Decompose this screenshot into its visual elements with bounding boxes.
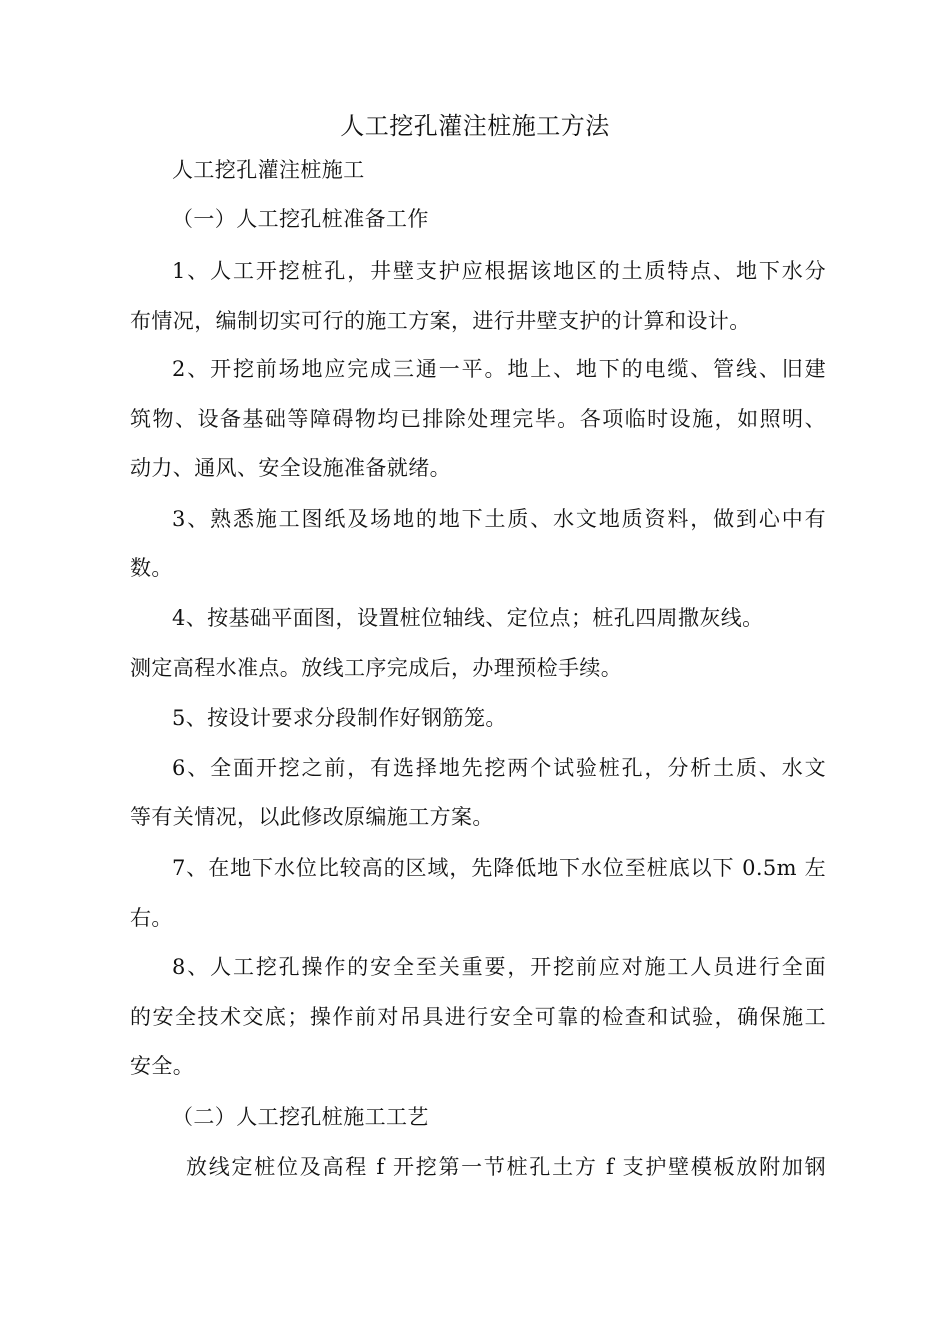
document-title: 人工挖孔灌注桩施工方法 bbox=[340, 112, 610, 140]
item-1-line-1: 1、人工开挖桩孔，井壁支护应根据该地区的土质特点、地下水分 bbox=[172, 259, 826, 283]
item-8-line-3: 安全。 bbox=[130, 1054, 195, 1078]
item-3-line-1: 3、熟悉施工图纸及场地的地下土质、水文地质资料，做到心中有 bbox=[172, 507, 826, 531]
item-6-line-1: 6、全面开挖之前，有选择地先挖两个试验桩孔，分析土质、水文 bbox=[172, 756, 826, 780]
item-2-line-3: 动力、通风、安全设施准备就绪。 bbox=[130, 456, 451, 480]
process-line: 放线定桩位及高程 f 开挖第一节桩孔土方 f 支护壁模板放附加钢 bbox=[186, 1155, 826, 1179]
item-4-line-2: 测定高程水准点。放线工序完成后，办理预检手续。 bbox=[130, 656, 623, 680]
item-4-line-1: 4、按基础平面图，设置桩位轴线、定位点；桩孔四周撒灰线。 bbox=[172, 606, 764, 630]
item-1-line-2: 布情况，编制切实可行的施工方案，进行井壁支护的计算和设计。 bbox=[130, 309, 751, 333]
item-7-line-2: 右。 bbox=[130, 906, 173, 930]
item-6-line-2: 等有关情况，以此修改原编施工方案。 bbox=[130, 805, 494, 829]
item-3-line-2: 数。 bbox=[130, 556, 173, 580]
item-2-line-2: 筑物、设备基础等障碍物均已排除处理完毕。各项临时设施，如照明、 bbox=[130, 407, 826, 431]
item-8-line-2: 的安全技术交底；操作前对吊具进行安全可靠的检查和试验，确保施工 bbox=[130, 1005, 826, 1029]
item-2-line-1: 2、开挖前场地应完成三通一平。地上、地下的电缆、管线、旧建 bbox=[172, 357, 826, 381]
section-heading-1: （一）人工挖孔桩准备工作 bbox=[172, 207, 429, 231]
item-5-line-1: 5、按设计要求分段制作好钢筋笼。 bbox=[172, 706, 507, 730]
item-7-line-1: 7、在地下水位比较高的区域，先降低地下水位至桩底以下 0.5m 左 bbox=[172, 856, 826, 880]
item-8-line-1: 8、人工挖孔操作的安全至关重要，开挖前应对施工人员进行全面 bbox=[172, 955, 826, 979]
subtitle: 人工挖孔灌注桩施工 bbox=[172, 158, 365, 182]
section-heading-2: （二）人工挖孔桩施工工艺 bbox=[172, 1105, 429, 1129]
